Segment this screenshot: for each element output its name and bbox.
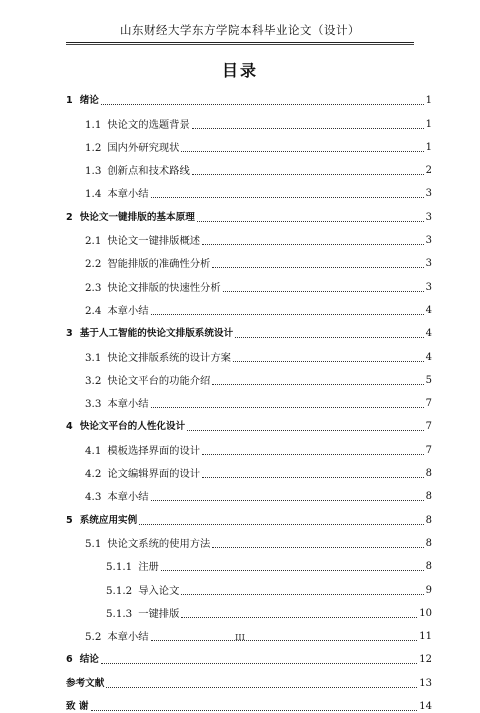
toc-entry-number: 1.3 <box>85 165 102 178</box>
toc-entry-number: 5.2 <box>85 631 102 644</box>
toc-entry[interactable] <box>66 247 432 270</box>
toc-entry-title: 论文编辑界面的设计 <box>107 468 201 481</box>
toc-entry-page: 14 <box>419 701 432 713</box>
toc-entry-number: 2.4 <box>85 304 102 317</box>
toc-entry-page: 3 <box>425 281 432 293</box>
page-number: III <box>234 633 246 643</box>
toc-entry-title: 本章小结 <box>107 398 149 411</box>
toc-entry-page: 7 <box>425 421 432 433</box>
toc-entry-number: 3.3 <box>85 398 102 411</box>
toc-entry-number: 3.1 <box>85 351 102 364</box>
toc-entry-number: 2.3 <box>85 281 102 294</box>
toc-entry-number: 2.2 <box>85 258 102 271</box>
table-of-contents <box>66 84 432 713</box>
toc-entry-page: 3 <box>425 235 432 247</box>
toc-dot-leader <box>161 570 424 571</box>
toc-entry[interactable] <box>66 84 432 107</box>
running-header: 山东财经大学东方学院本科毕业论文（设计） <box>66 22 414 43</box>
toc-entry-title: 模板选择界面的设计 <box>107 444 201 457</box>
toc-entry-page: 8 <box>425 561 432 573</box>
toc-entry-page: 8 <box>425 514 432 526</box>
toc-entry-title: 本章小结 <box>107 304 149 317</box>
toc-entry[interactable] <box>66 154 432 177</box>
toc-entry-number: 6 <box>66 654 73 666</box>
toc-dot-leader <box>91 710 418 711</box>
toc-entry-page: 1 <box>425 118 432 130</box>
toc-entry[interactable] <box>66 294 432 317</box>
toc-entry-number: 4.3 <box>85 491 102 504</box>
toc-dot-leader <box>151 197 424 198</box>
toc-entry-number: 3.2 <box>85 374 102 387</box>
toc-entry-number: 5.1.3 <box>106 607 133 620</box>
toc-entry[interactable] <box>66 270 432 293</box>
toc-entry-title: 快论文平台的功能介绍 <box>107 374 211 387</box>
toc-entry-title: 基于人工智能的快论文排版系统设计 <box>79 328 234 340</box>
toc-dot-leader <box>181 617 417 618</box>
toc-entry-page: 1 <box>425 95 432 107</box>
toc-entry-number: 4 <box>66 421 73 433</box>
toc-entry[interactable] <box>66 107 432 130</box>
toc-dot-leader <box>192 174 424 175</box>
toc-entry-title: 快论文系统的使用方法 <box>107 537 211 550</box>
toc-dot-leader <box>106 687 417 688</box>
toc-entry-number: 1.2 <box>85 141 102 154</box>
toc-entry[interactable] <box>66 200 432 223</box>
toc-entry-title: 本章小结 <box>107 188 149 201</box>
toc-entry[interactable] <box>66 643 432 666</box>
toc-entry-page: 4 <box>425 351 432 363</box>
toc-dot-leader <box>181 594 423 595</box>
toc-entry-number: 5 <box>66 514 73 526</box>
toc-entry[interactable] <box>66 410 432 433</box>
toc-entry-title: 快论文排版的快速性分析 <box>107 281 221 294</box>
toc-entry-title: 快论文一键排版的基本原理 <box>79 211 195 223</box>
toc-entry-number: 4.2 <box>85 468 102 481</box>
toc-entry-number: 1 <box>66 95 73 107</box>
toc-dot-leader <box>212 547 423 548</box>
toc-entry-title: 快论文平台的人性化设计 <box>79 421 186 433</box>
toc-dot-leader <box>192 128 424 129</box>
toc-dot-leader <box>235 337 423 338</box>
toc-dot-leader <box>202 454 424 455</box>
toc-entry-number: 2.1 <box>85 235 102 248</box>
toc-entry-title: 快论文排版系统的设计方案 <box>107 351 231 364</box>
toc-dot-leader <box>233 361 424 362</box>
toc-entry-page: 5 <box>425 374 432 386</box>
toc-entry-page: 3 <box>425 258 432 270</box>
toc-dot-leader <box>139 524 423 525</box>
toc-entry-number: 2 <box>66 211 73 223</box>
toc-entry-title: 致 谢 <box>66 701 89 713</box>
toc-entry-number: 5.1 <box>85 537 102 550</box>
toc-entry[interactable] <box>66 597 432 620</box>
toc-dot-leader <box>151 407 424 408</box>
toc-entry-page: 8 <box>425 491 432 503</box>
toc-entry[interactable] <box>66 131 432 154</box>
toc-entry[interactable] <box>66 573 432 596</box>
toc-entry-page: 10 <box>419 607 432 619</box>
toc-entry-number: 3 <box>66 328 73 340</box>
toc-entry-page: 2 <box>425 165 432 177</box>
toc-dot-leader <box>181 151 423 152</box>
toc-entry-number: 4.1 <box>85 444 102 457</box>
toc-entry[interactable] <box>66 550 432 573</box>
toc-entry-page: 4 <box>425 328 432 340</box>
toc-dot-leader <box>187 430 423 431</box>
toc-entry-title: 一键排版 <box>138 607 180 620</box>
toc-entry-title: 本章小结 <box>107 631 149 644</box>
toc-entry-title: 注册 <box>138 561 159 574</box>
toc-entry-title: 国内外研究现状 <box>107 141 180 154</box>
toc-entry-number: 5.1.1 <box>106 561 133 574</box>
toc-entry-page: 3 <box>425 188 432 200</box>
toc-dot-leader <box>197 221 424 222</box>
toc-entry-number: 1.1 <box>85 118 102 131</box>
toc-entry-page: 7 <box>425 398 432 410</box>
toc-entry[interactable] <box>66 387 432 410</box>
toc-dot-leader <box>101 663 417 664</box>
toc-entry-title: 结论 <box>79 654 99 666</box>
toc-entry-page: 12 <box>419 654 432 666</box>
toc-entry-title: 导入论文 <box>138 584 180 597</box>
toc-entry[interactable] <box>66 480 432 503</box>
toc-entry-number: 5.1.2 <box>106 584 133 597</box>
toc-entry[interactable] <box>66 317 432 340</box>
toc-entry-page: 4 <box>425 304 432 316</box>
toc-entry[interactable] <box>66 224 432 247</box>
toc-entry-title: 绪论 <box>79 95 99 107</box>
toc-entry[interactable] <box>66 690 432 713</box>
toc-entry[interactable] <box>66 503 432 526</box>
toc-dot-leader <box>212 267 423 268</box>
toc-entry-page: 8 <box>425 537 432 549</box>
toc-entry-title: 本章小结 <box>107 491 149 504</box>
toc-entry-title: 快论文的选题背景 <box>107 118 190 131</box>
toc-entry-title: 系统应用实例 <box>79 514 138 526</box>
toc-entry-page: 13 <box>419 677 432 689</box>
toc-entry-title: 智能排版的准确性分析 <box>107 258 211 271</box>
toc-entry-title: 创新点和技术路线 <box>107 165 190 178</box>
toc-entry[interactable] <box>66 433 432 456</box>
toc-entry[interactable] <box>66 177 432 200</box>
toc-dot-leader <box>202 244 424 245</box>
toc-dot-leader <box>151 314 424 315</box>
toc-dot-leader <box>101 104 424 105</box>
toc-entry[interactable] <box>66 666 432 689</box>
toc-dot-leader <box>212 384 423 385</box>
toc-entry[interactable] <box>66 364 432 387</box>
toc-entry-page: 8 <box>425 468 432 480</box>
toc-entry-page: 7 <box>425 444 432 456</box>
page-title: 目录 <box>221 61 258 80</box>
toc-entry-page: 11 <box>419 631 432 643</box>
toc-entry-number: 1.4 <box>85 188 102 201</box>
toc-entry[interactable] <box>66 527 432 550</box>
toc-dot-leader <box>202 477 424 478</box>
toc-entry[interactable] <box>66 457 432 480</box>
toc-entry-page: 1 <box>425 141 432 153</box>
toc-entry-title: 快论文一键排版概述 <box>107 235 201 248</box>
toc-entry-page: 9 <box>425 584 432 596</box>
toc-entry-page: 3 <box>425 211 432 223</box>
toc-dot-leader <box>151 500 424 501</box>
toc-entry-title: 参考文献 <box>66 677 105 689</box>
toc-entry[interactable] <box>66 340 432 363</box>
toc-dot-leader <box>223 291 424 292</box>
